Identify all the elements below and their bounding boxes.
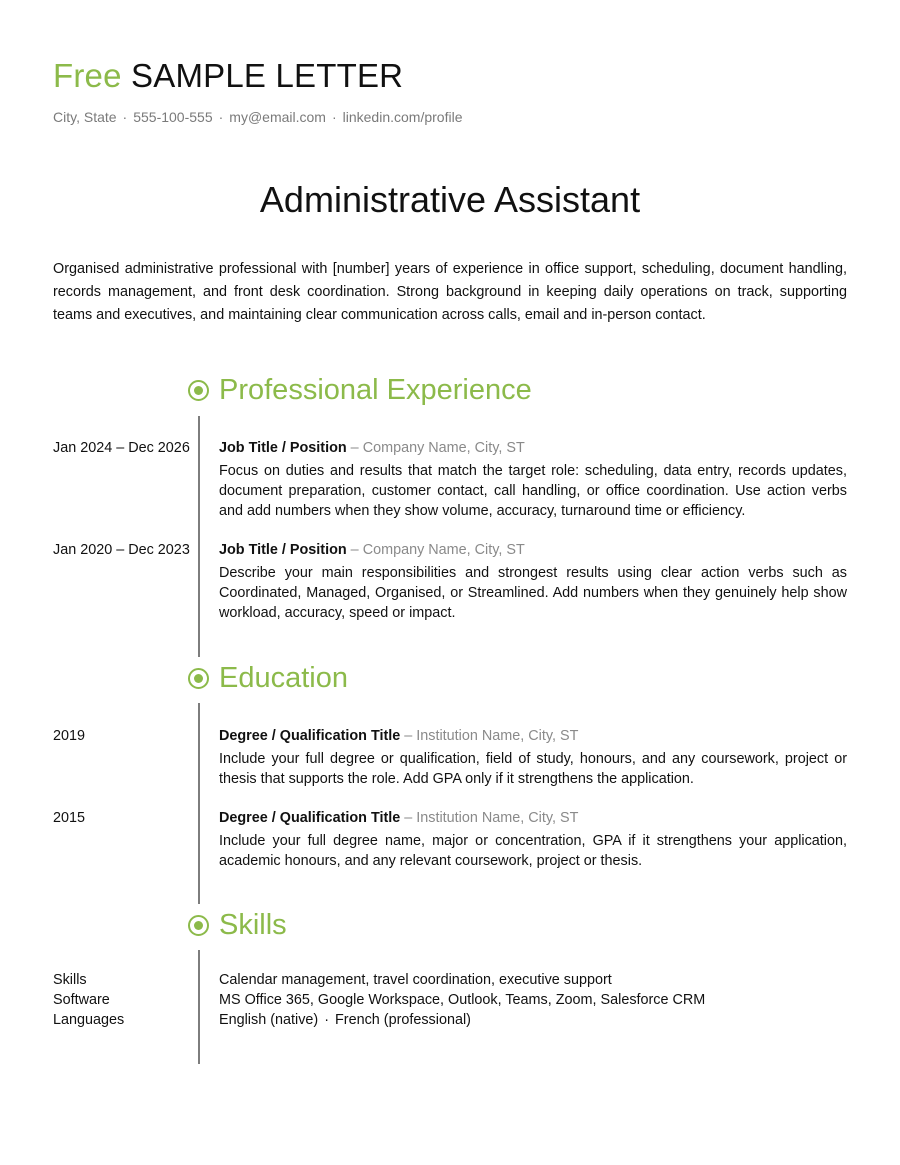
entry-dash: – bbox=[350, 440, 359, 456]
summary-paragraph: Organised administrative professional with [number] years of experience in office support, scheduling, document handling, records management, and front desk coordination. Strong background in keeping daily operations on track, supporting teams and executives, and maintaining clear communication across calls, email and in-person contact. bbox=[53, 261, 847, 323]
entry-description: Include your full degree or qualification, field of study, honours, and any coursework, project or thesis that supports the role. Add GPA only if it strengthens the application. bbox=[219, 751, 847, 787]
document-title: Administrative Assistant bbox=[259, 179, 641, 220]
experience-entry bbox=[219, 438, 847, 521]
job-title: Job Title / Position bbox=[219, 440, 347, 456]
target-bullet-icon bbox=[188, 915, 209, 936]
timeline-divider bbox=[198, 416, 200, 657]
skill-values bbox=[219, 970, 705, 1030]
section-heading-education bbox=[188, 660, 348, 696]
target-bullet-icon bbox=[188, 380, 209, 401]
language-item: French (professional) bbox=[334, 1012, 471, 1028]
entry-dash: – bbox=[350, 542, 359, 558]
degree-title: Degree / Qualification Title bbox=[219, 728, 401, 744]
skill-label: Languages bbox=[53, 1012, 125, 1028]
contact-phone: 555-100-555 bbox=[133, 109, 213, 125]
entry-dates: Jan 2024 – Dec 2026 bbox=[53, 440, 190, 456]
contact-separator: · bbox=[122, 109, 128, 125]
company-name: Company Name, City, ST bbox=[362, 542, 525, 558]
institution-name: Institution Name, City, ST bbox=[416, 728, 579, 744]
target-bullet-icon bbox=[188, 668, 209, 689]
section-heading-experience bbox=[188, 372, 532, 408]
institution-name: Institution Name, City, ST bbox=[416, 810, 579, 826]
timeline-divider bbox=[198, 950, 200, 1064]
contact-separator: · bbox=[218, 109, 224, 125]
company-name: Company Name, City, ST bbox=[362, 440, 525, 456]
section-heading-label: Skills bbox=[219, 909, 287, 941]
timeline-divider bbox=[198, 703, 200, 904]
entry-header bbox=[219, 540, 847, 560]
education-entry bbox=[219, 726, 847, 789]
candidate-name bbox=[53, 56, 403, 96]
degree-title: Degree / Qualification Title bbox=[219, 810, 401, 826]
skill-value-languages bbox=[219, 1010, 705, 1030]
skill-label: Skills bbox=[53, 972, 87, 988]
contact-email: my@email.com bbox=[229, 109, 326, 125]
entry-header bbox=[219, 808, 847, 828]
skill-value: MS Office 365, Google Workspace, Outlook, Teams, Zoom, Salesforce CRM bbox=[219, 992, 706, 1008]
education-entry bbox=[219, 808, 847, 871]
section-heading-skills bbox=[188, 907, 287, 943]
contact-separator: · bbox=[331, 109, 337, 125]
contact-line bbox=[53, 108, 462, 126]
skill-value: Calendar management, travel coordination, executive support bbox=[219, 972, 612, 988]
entry-description: Focus on duties and results that match the target role: scheduling, data entry, records updates, document preparation, customer contact, call handling, or office coordination. Use action verbs and add numbers when they show volume, accuracy, turnaround time or efficiency. bbox=[219, 463, 847, 519]
entry-dates: 2019 bbox=[53, 728, 86, 744]
skill-labels bbox=[53, 970, 124, 1030]
entry-header bbox=[219, 438, 847, 458]
entry-description: Describe your main responsibilities and strongest results using clear action verbs such as Coordinated, Managed, Organised, or Streamlined. Add numbers when they genuinely help show workload, accuracy, speed or impact. bbox=[219, 565, 847, 621]
job-title: Job Title / Position bbox=[219, 542, 347, 558]
contact-linkedin: linkedin.com/profile bbox=[342, 109, 463, 125]
name-last: SAMPLE LETTER bbox=[131, 57, 404, 94]
experience-entry bbox=[219, 540, 847, 623]
section-heading-label: Professional Experience bbox=[219, 374, 532, 406]
language-item: English (native) bbox=[219, 1012, 319, 1028]
entry-description: Include your full degree name, major or concentration, GPA if it strengthens your application, academic honours, and any relevant coursework, project or thesis. bbox=[219, 833, 847, 869]
entry-header bbox=[219, 726, 847, 746]
name-first: Free bbox=[53, 57, 122, 94]
section-heading-label: Education bbox=[219, 662, 348, 694]
entry-dates: 2015 bbox=[53, 810, 86, 826]
entry-dash: – bbox=[404, 728, 413, 744]
skill-label: Software bbox=[53, 992, 110, 1008]
entry-dates: Jan 2020 – Dec 2023 bbox=[53, 542, 190, 558]
entry-dash: – bbox=[404, 810, 413, 826]
language-separator: · bbox=[324, 1012, 329, 1028]
contact-location: City, State bbox=[53, 109, 117, 125]
